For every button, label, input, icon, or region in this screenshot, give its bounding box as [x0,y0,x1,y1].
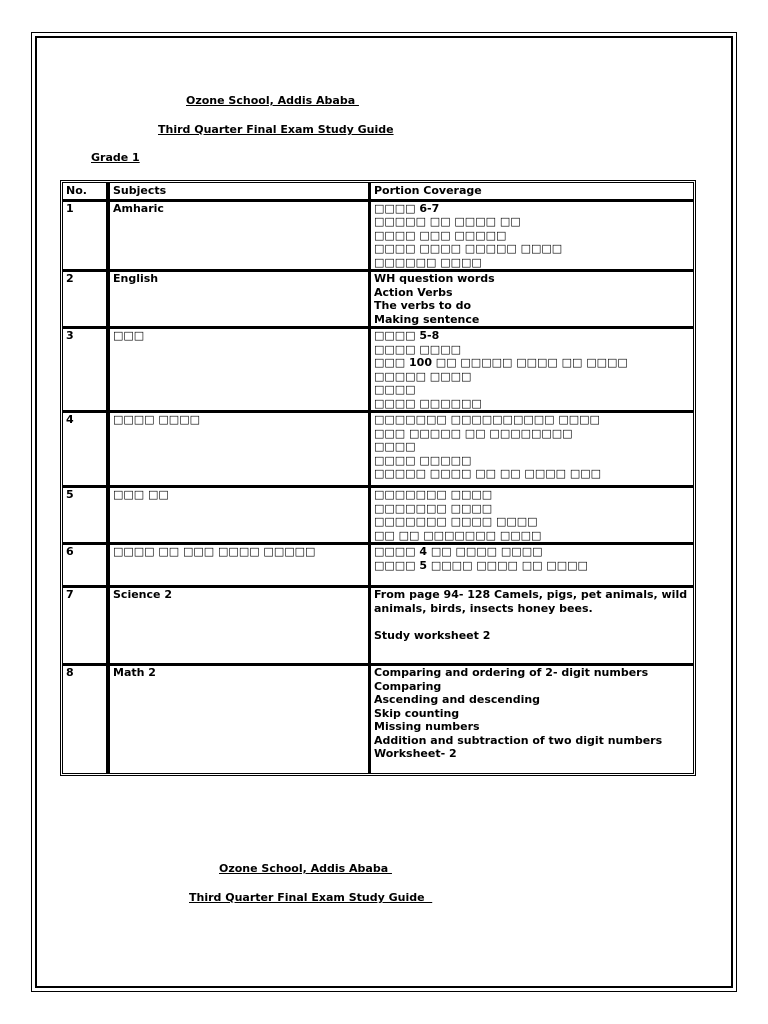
row-number: 4 [63,412,108,487]
table-row [63,487,693,544]
coverage-line: □□□□ [374,383,416,396]
coverage-line: □□□□ □□□ □□□□□ [374,228,507,242]
table-row [63,328,693,412]
coverage-line: □□□□□ □□ □□□□ □□ [374,215,521,228]
subject-name: □□□ [108,328,370,412]
coverage-line: □□□□ □□□□ □□□□□ □□□□ [374,242,563,255]
coverage-line: □□□□□□□ □□□□ □□□□ [374,515,538,528]
row-number: 3 [63,328,108,412]
subject-name: □□□□ □□□□ [108,412,370,487]
row-number: 6 [63,544,108,587]
subject-name: □□□□ □□ □□□ □□□□ □□□□□ [108,544,370,587]
coverage-line: □□□□□□□ □□□□ [374,488,493,501]
footer-school: Ozone School, Addis Ababa [219,862,392,875]
coverage-line: Worksheet- 2 [374,747,457,760]
portion-coverage [370,271,694,328]
coverage-line: □□□□ 6-7 [374,201,440,215]
coverage-line: WH question words [374,272,495,285]
subject-name: Science 2 [108,587,370,665]
footer-title: Third Quarter Final Exam Study Guide [189,891,433,904]
col-header-portion: Portion Coverage [370,183,694,200]
coverage-line: □□□□ 4 □□ □□□□ □□□□ [374,545,543,558]
coverage-line: Comparing [374,679,442,693]
coverage-line: Missing numbers [374,720,480,733]
grade-label: Grade 1 [91,151,140,164]
row-number: 7 [63,587,108,665]
row-number: 8 [66,666,74,679]
coverage-line: □□□ 100 □□ □□□□□ □□□□ □□ □□□□ [374,356,628,369]
portion-coverage [370,412,694,487]
col-header-subjects: Subjects [108,183,370,200]
coverage-line: □□□□□□ □□□□ [374,255,482,269]
coverage-line: □□□□□ □□□□ [374,369,472,383]
table-header-row [63,183,693,200]
table-row [63,200,693,271]
col-header-no: No. [63,183,108,200]
table-row [63,271,693,328]
table-row [63,412,693,487]
coverage-line: □□□ □□□□□ □□ □□□□□□□□ [374,426,573,440]
coverage-line: □□□□ □□□□□□ [374,396,482,410]
coverage-line: □□□□ [374,440,416,453]
coverage-line: Study worksheet 2 [374,628,491,642]
coverage-line: □□□□ □□□□ [374,342,461,356]
coverage-line: □□□□□□□ □□□□ [374,501,493,515]
exam-title: Third Quarter Final Exam Study Guide [158,123,394,136]
coverage-line: □□ □□ □□□□□□□ □□□□ [374,528,542,542]
table-row [63,587,693,665]
coverage-line: □□□□ 5-8 [374,329,440,342]
coverage-line: Addition and subtraction of two digit numbers [374,733,663,747]
portion-coverage [370,544,694,587]
row-number: 2 [63,271,108,328]
coverage-line: □□□□ □□□□□ [374,453,472,467]
portion-coverage [370,200,694,271]
coverage-line: □□□□□ □□□□ □□ □□ □□□□ □□□ [374,467,602,480]
portion-coverage [370,487,694,544]
coverage-line: Skip counting [374,706,460,720]
coverage-line: The verbs to do [374,299,472,312]
coverage-line: Action Verbs [374,285,453,299]
coverage-line: Comparing and ordering of 2- digit numbers [374,666,649,679]
subject-name: Math 2 [108,665,370,773]
coverage-line: □□□□ 5 □□□□ □□□□ □□ □□□□ [374,558,588,572]
coverage-line: Making sentence [374,312,480,326]
portion-coverage [370,587,694,665]
row-number: 1 [63,200,108,271]
portion-coverage [370,328,694,412]
row-number: 5 [63,487,108,544]
portion-coverage [370,665,694,773]
table-row [63,665,693,773]
subject-name: □□□ □□ [108,487,370,544]
coverage-line: From page 94- 128 Camels, pigs, pet animals, wild animals, birds, insects honey bees. [374,588,688,615]
blank-line [374,615,690,629]
school-heading: Ozone School, Addis Ababa [186,94,359,107]
study-guide-table [60,180,696,776]
subject-name: Amharic [108,200,370,271]
table-row [63,544,693,587]
subject-name: English [108,271,370,328]
coverage-line: Ascending and descending [374,693,541,706]
coverage-line: □□□□□□□ □□□□□□□□□□ □□□□ [374,413,600,426]
